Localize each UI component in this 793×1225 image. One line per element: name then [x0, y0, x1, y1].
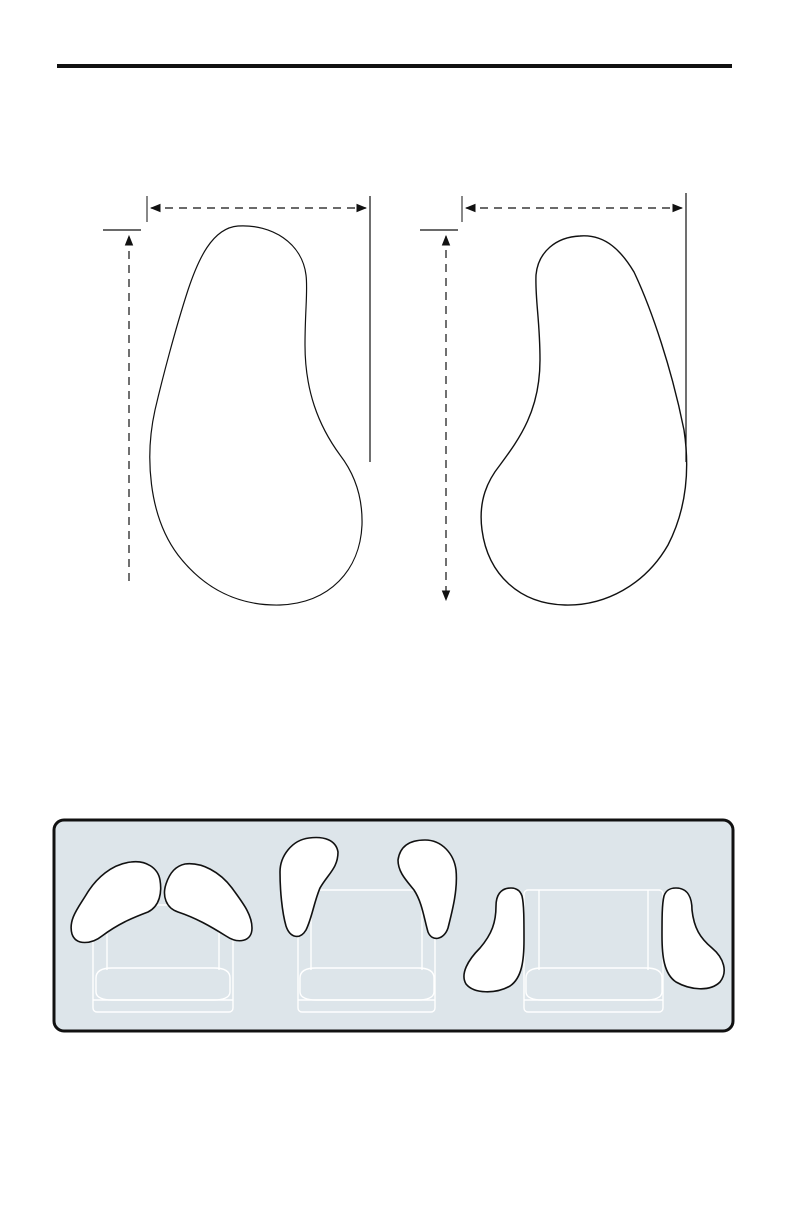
pattern-piece-left — [103, 196, 370, 605]
pattern-outline-left — [150, 226, 362, 605]
pattern-piece-right — [420, 193, 687, 605]
pattern-outline-right — [481, 236, 686, 605]
placement-panel — [54, 820, 733, 1031]
